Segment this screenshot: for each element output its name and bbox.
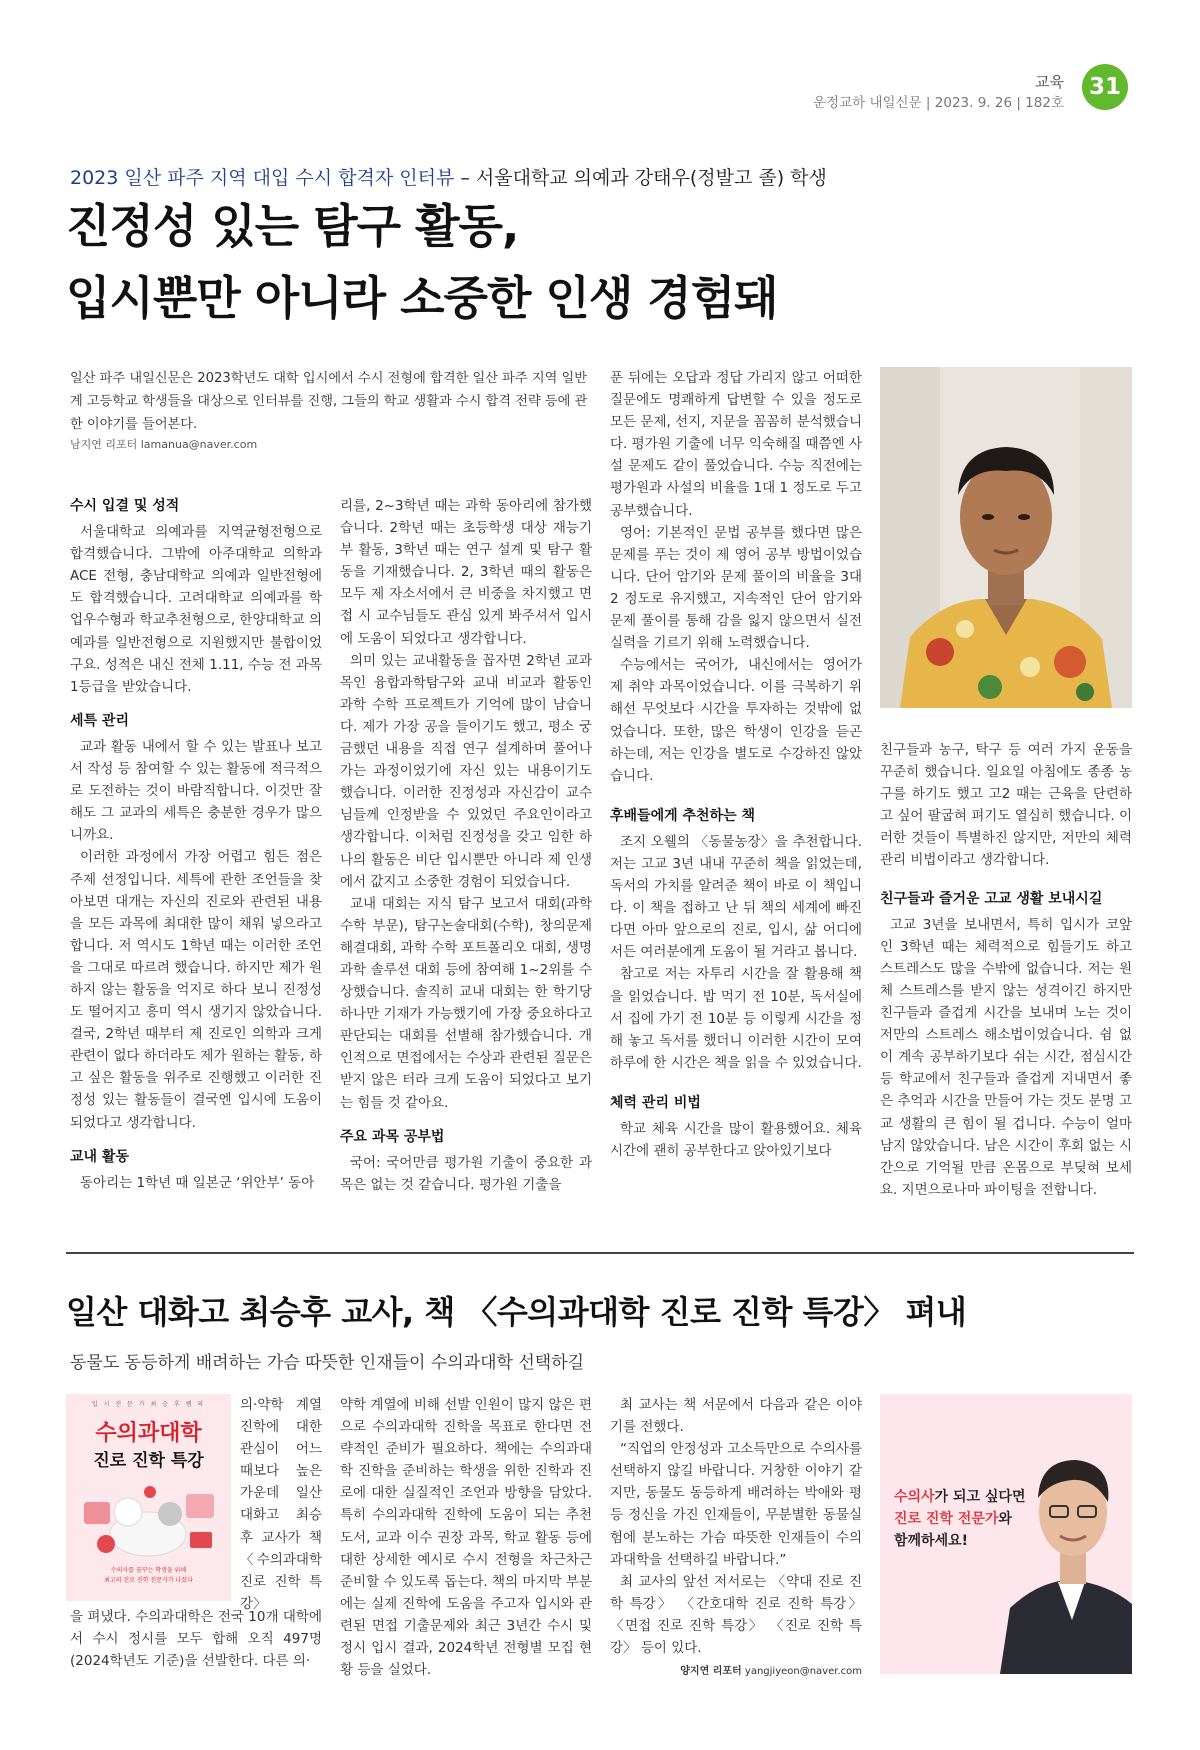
article2-column-3	[610, 1394, 862, 1683]
book-cover	[66, 1394, 231, 1601]
article2-column-2: 약학 계열에 비해 선발 인원이 많지 않은 편으로 수의과대학 진학을 목표로 한다면 전략적인 준비가 필요하다. 책에는 수의과대학 진학을 준비하는 학생을 위한 진학과 진로에 대한 실질적인 조언과 방향을 담았다. 특히 수의과대학 진학에 도움이 되는 추천 도서, 교과 이수 권장 과목, 학교 활동 등에 대한 상세한 예시로 수시 전형을 차근차근 준비할 수 있도록 돕는다. 책의 마지막 부분에는 실제 진학에 도움을 주고자 입시와 관련된 면접 기출문제와 최근 3년간 수시 및 정시 입시 결과, 2024학년 전형별 모집 현황 등을 실었다.	[340, 1397, 592, 1679]
promo-line-1: 수의사가 되고 싶다면	[894, 1489, 1026, 1505]
paragraph: 교내 대회는 지식 탐구 보고서 대회(과학 수학 부문), 탐구논술대회(수학), 창의문제해결대회, 과학 수학 포트폴리오 대회, 생명과학 솔루션 대회 등에 참여해 1~2위를 수상했습니다. 솔직히 교내 대회는 한 학기당 하나만 기재가 가능했기에 가장 중요하다고 판단되는 대회를 선별해 참가했습니다. 개인적으로 면접에서는 수상과 관련된 질문은 받지 않은 터라 크게 도움이 되었다고 보기는 힘들 것 같아요.	[340, 895, 592, 1111]
promo-line-2: 진로 진학 전문가와	[894, 1511, 1012, 1527]
section-heading: 수시 입결 및 성적	[70, 498, 180, 514]
article-column-2	[340, 495, 592, 1196]
book-cover-bottom-text-2: 최고의 진로 진학 전문가가 나섰다	[104, 1577, 193, 1584]
student-photo	[880, 367, 1132, 708]
headline-line-1: 진정성 있는 탐구 활동,	[66, 199, 519, 253]
headline-line-2: 입시뿐만 아니라 소중한 인생 경험돼	[66, 271, 778, 325]
book-cover-title-2: 진로 진학 특강	[93, 1451, 204, 1471]
article-column-1	[70, 495, 322, 1194]
paragraph: 교과 활동 내에서 할 수 있는 발표나 보고서 작성 등 참여할 수 있는 활동에 적극적으로 도전하는 것이 바람직합니다. 이것만 잘해도 그 교과의 세특은 충분한 경우가 많으니까요.	[70, 738, 322, 844]
book-cover-bottom-text-1: 수의사를 꿈꾸는 학생을 위해	[110, 1567, 187, 1574]
page-number-badge: 31	[1082, 64, 1128, 110]
section-divider	[66, 1252, 1134, 1254]
article-column-3	[610, 367, 862, 1162]
paragraph: 최 교사는 책 서문에서 다음과 같은 이야기를 전했다.	[610, 1397, 862, 1436]
paragraph: 영어: 기본적인 문법 공부를 했다면 많은 문제를 푸는 것이 제 영어 공부 방법이었습니다. 단어 암기와 문제 풀이의 비율을 3대 2 정도로 유지했고, 지속적인 단어 암기와 문제 풀이를 통해 감을 잃지 않으면서 실전 실력을 기르기 위해 노력했습니다.	[610, 524, 862, 652]
article-lead: 일산 파주 내일신문은 2023학년도 대학 입시에서 수시 전형에 합격한 일산 파주 지역 일반계 고등학교 학생들을 대상으로 인터뷰를 진행, 그들의 학교 생활과 수시 합격 전략 등에 관한 이야기를 들어본다.	[70, 371, 588, 432]
section-heading: 주요 과목 공부법	[340, 1128, 445, 1145]
paragraph: 동아리는 1학년 때 일본군 ‘위안부’ 동아	[80, 1174, 315, 1191]
book-cover-illustration	[66, 1472, 231, 1562]
paragraph: 서울대학교 의예과를 지역균형전형으로 합격했습니다. 그밖에 아주대학교 의학과 ACE 전형, 충남대학교 의예과 일반전형에도 합격했습니다. 고려대학교 의예과를 학업우수형과 학교추천형으로, 한양대학교 의예과를 일반전형으로 지원했지만 불합이었구요. 성적은 내신 전체 1.11, 수능 전 과목 1등급을 받았습니다.	[70, 524, 322, 695]
book-cover-top-text: 입 시 전 문 가 최 승 후 쌤 의	[91, 1401, 206, 1408]
paragraph: 리를, 2~3학년 때는 과학 동아리에 참가했습니다. 2학년 때는 초등학생 대상 재능기부 활동, 3학년 때는 연구 설계 및 탐구 활동을 기재했습니다. 2, 3학년 때의 활동은 모두 제 자소서에서 큰 비중을 차지했고 면접 시 교수님들도 관심 있게 봐주셔서 입시에 도움이 되었다고 생각합니다.	[340, 498, 592, 647]
reporter-name: 양지연 리포터	[680, 1666, 742, 1678]
paragraph: 친구들과 농구, 탁구 등 여러 가지 운동을 꾸준히 했습니다. 일요일 아침에도 종종 농구를 하기도 했고 고2 때는 근육을 단련하고 싶어 팔굽혀 펴기도 열심히 했습니다. 이러한 것들이 특별하진 않지만, 저만의 체력관리 비법이라고 생각합니다.	[880, 742, 1132, 869]
section-heading: 후배들에게 추천하는 책	[610, 807, 755, 824]
article-kicker	[70, 163, 827, 190]
paragraph: 최 교사의 앞선 저서로는 〈약대 진로 진학 특강〉 〈간호대학 진로 진학 특강〉 〈면접 진로 진학 특강〉 〈진로 진학 특강〉 등이 있다.	[610, 1573, 862, 1657]
article2-subhead: 동물도 동등하게 배려하는 가슴 따뜻한 인재들이 수의과대학 선택하길	[70, 1353, 585, 1373]
paragraph: 수능에서는 국어가, 내신에서는 영어가 제 취약 과목이었습니다. 이를 극복하기 위해선 무엇보다 시간을 투자하는 것밖에 없었습니다. 또한, 많은 학생이 인강을 듣곤 하는데, 저는 인강을 별도로 수강하진 않았습니다.	[610, 657, 862, 784]
promo-text	[894, 1486, 1025, 1552]
article2-column-1-top: 의·약학 계열 진학에 대한 관심이 어느 때보다 높은 가운데 일산 대화고 최승후 교사가 책 〈수의과대학 진로 진학 특강〉	[240, 1397, 322, 1612]
section-label: 교육	[1035, 73, 1064, 91]
paragraph: 푼 뒤에는 오답과 정답 가리지 않고 어떠한 질문에도 명쾌하게 답변할 수 있을 정도로 모든 문제, 선지, 지문을 꼼꼼히 분석했습니다. 평가원 기출에 너무 익숙해질 때쯤엔 사설 문제도 같이 풀었습니다. 수능 직전에는 평가원과 사설의 비율을 1대 1 정도로 두고 공부했습니다.	[610, 370, 862, 519]
paragraph: 이러한 과정에서 가장 어렵고 힘든 점은 주제 선정입니다. 세특에 관한 조언들을 찾아보면 대개는 자신의 진로와 관련된 내용을 모든 과목에 최대한 많이 채워 넣으라고 합니다. 저 역시도 1학년 때는 이러한 조언을 그대로 따르려 했습니다. 하지만 제가 원하지 않는 활동을 억지로 하다 보니 진정성도 떨어지고 흥미 역시 생기지 않았습니다. 결국, 2학년 때부터 제 진로인 의학과 크게 관련이 없다 하더라도 제가 원하는 활동, 하고 싶은 활동을 위주로 진행했고 이러한 진정성 있는 활동들이 결국엔 입시에 도움이 되었다고 생각합니다.	[70, 849, 322, 1131]
student-portrait-illustration	[880, 367, 1132, 708]
article-headline	[66, 190, 966, 334]
kicker-series: 2023 일산 파주 지역 대입 수시 합격자 인터뷰	[70, 167, 455, 189]
paragraph: 학교 체육 시간을 많이 활용했어요. 체육 시간에 괜히 공부한다고 앉아있기보다	[610, 1121, 862, 1160]
section-heading: 교내 활동	[70, 1148, 129, 1165]
article2-column-1-bottom: 을 펴냈다. 수의과대학은 전국 10개 대학에서 수시 정시를 모두 합해 오직 497명(2024학년도 기준)을 선발한다. 다른 의·	[70, 1609, 322, 1670]
paragraph: 조지 오웰의 〈동물농장〉을 추천합니다. 저는 고교 3년 내내 꾸준히 책을 읽었는데, 독서의 가치를 알려준 책이 바로 이 책입니다. 이 책을 접하고 난 뒤 책의 세계에 빠진다면 아마 앞으로의 진로, 입시, 삶 어디에서든 여러분에게 도움이 될 거라고 봅니다.	[610, 833, 862, 961]
section-heading: 세특 관리	[70, 712, 129, 729]
paragraph: 고교 3년을 보내면서, 특히 입시가 코앞인 3학년 때는 체력적으로 힘들기도 하고 스트레스도 많을 수밖에 없습니다. 저는 원체 스트레스를 받지 않는 성격이긴 하지만 친구들과 즐겁게 시간을 보내며 노는 것이 저만의 스트레스 해소법이었습니다. 쉼 없이 계속 공부하기보다 쉬는 시간, 점심시간 등 학교에서 친구들과 즐겁게 지내면서 좋은 추억과 시간을 만들어 가는 것도 분명 고교 생활의 큰 힘이 될 겁니다. 수능이 얼마 남지 않았습니다. 남은 시간이 후회 없는 시간으로 기억될 만큼 온몸으로 부딪혀 보세요. 지면으로나마 파이팅을 전합니다.	[880, 916, 1132, 1198]
issue-info: 운정교하 내일신문 | 2023. 9. 26 | 182호	[813, 95, 1064, 111]
article2-headline: 일산 대화고 최승후 교사, 책 〈수의과대학 진로 진학 특강〉 펴내	[66, 1293, 967, 1331]
reporter-email: yangjiyeon@naver.com	[744, 1666, 862, 1678]
reporter-byline-2	[610, 1659, 862, 1683]
article-column-4	[880, 739, 1132, 1201]
paragraph: 의미 있는 교내활동을 꼽자면 2학년 교과목인 융합과학탐구와 교내 비교과 활동인 과학 수학 프로젝트가 기억에 많이 남습니다. 제가 가장 공을 들이기도 했고, 평소 궁금했던 내용을 직접 연구 설계하며 풀어나가는 과정이었기에 자신 있는 내용이기도 했습니다. 이러한 진정성과 자신감이 교수님들께 인정받을 수 있었던 주요인이라고 생각합니다. 이처럼 진정성을 갖고 임한 하나의 활동은 비단 입시뿐만 아니라 제 인생에서 값지고 소중한 경험이 되었습니다.	[340, 652, 592, 890]
teacher-promo-image	[880, 1394, 1132, 1674]
paragraph: 국어: 국어만큼 평가원 기출이 중요한 과목은 없는 것 같습니다. 평가원 기출을	[340, 1154, 592, 1193]
paragraph: 참고로 저는 자투리 시간을 잘 활용해 책을 읽었습니다. 밥 먹기 전 10분, 독서실에서 집에 가기 전 10분 등 이렇게 시간을 정해 놓고 독서를 했더니 이러한 시간이 모여 하루에 한 시간은 책을 읽을 수 있었습니다.	[610, 966, 862, 1071]
promo-line-3: 함께하세요!	[894, 1533, 969, 1549]
section-heading: 친구들과 즐거운 고교 생활 보내시길	[880, 890, 1103, 907]
paragraph: “직업의 안정성과 고소득만으로 수의사를 선택하지 않길 바랍니다. 거창한 이야기 같지만, 동물도 동등하게 배려하는 박애와 평등 정신을 가진 인재들이, 무분별한 동물실험에 분노하는 가슴 따뜻한 인재들이 수의과대학을 선택하길 바랍니다.”	[610, 1441, 862, 1568]
kicker-subject: – 서울대학교 의예과 강태우(정발고 졸) 학생	[454, 167, 827, 189]
section-heading: 체력 관리 비법	[610, 1094, 701, 1111]
book-cover-title-1: 수의과대학	[95, 1421, 202, 1446]
reporter-byline: 남지연 리포터 lamanua@naver.com	[70, 438, 258, 451]
